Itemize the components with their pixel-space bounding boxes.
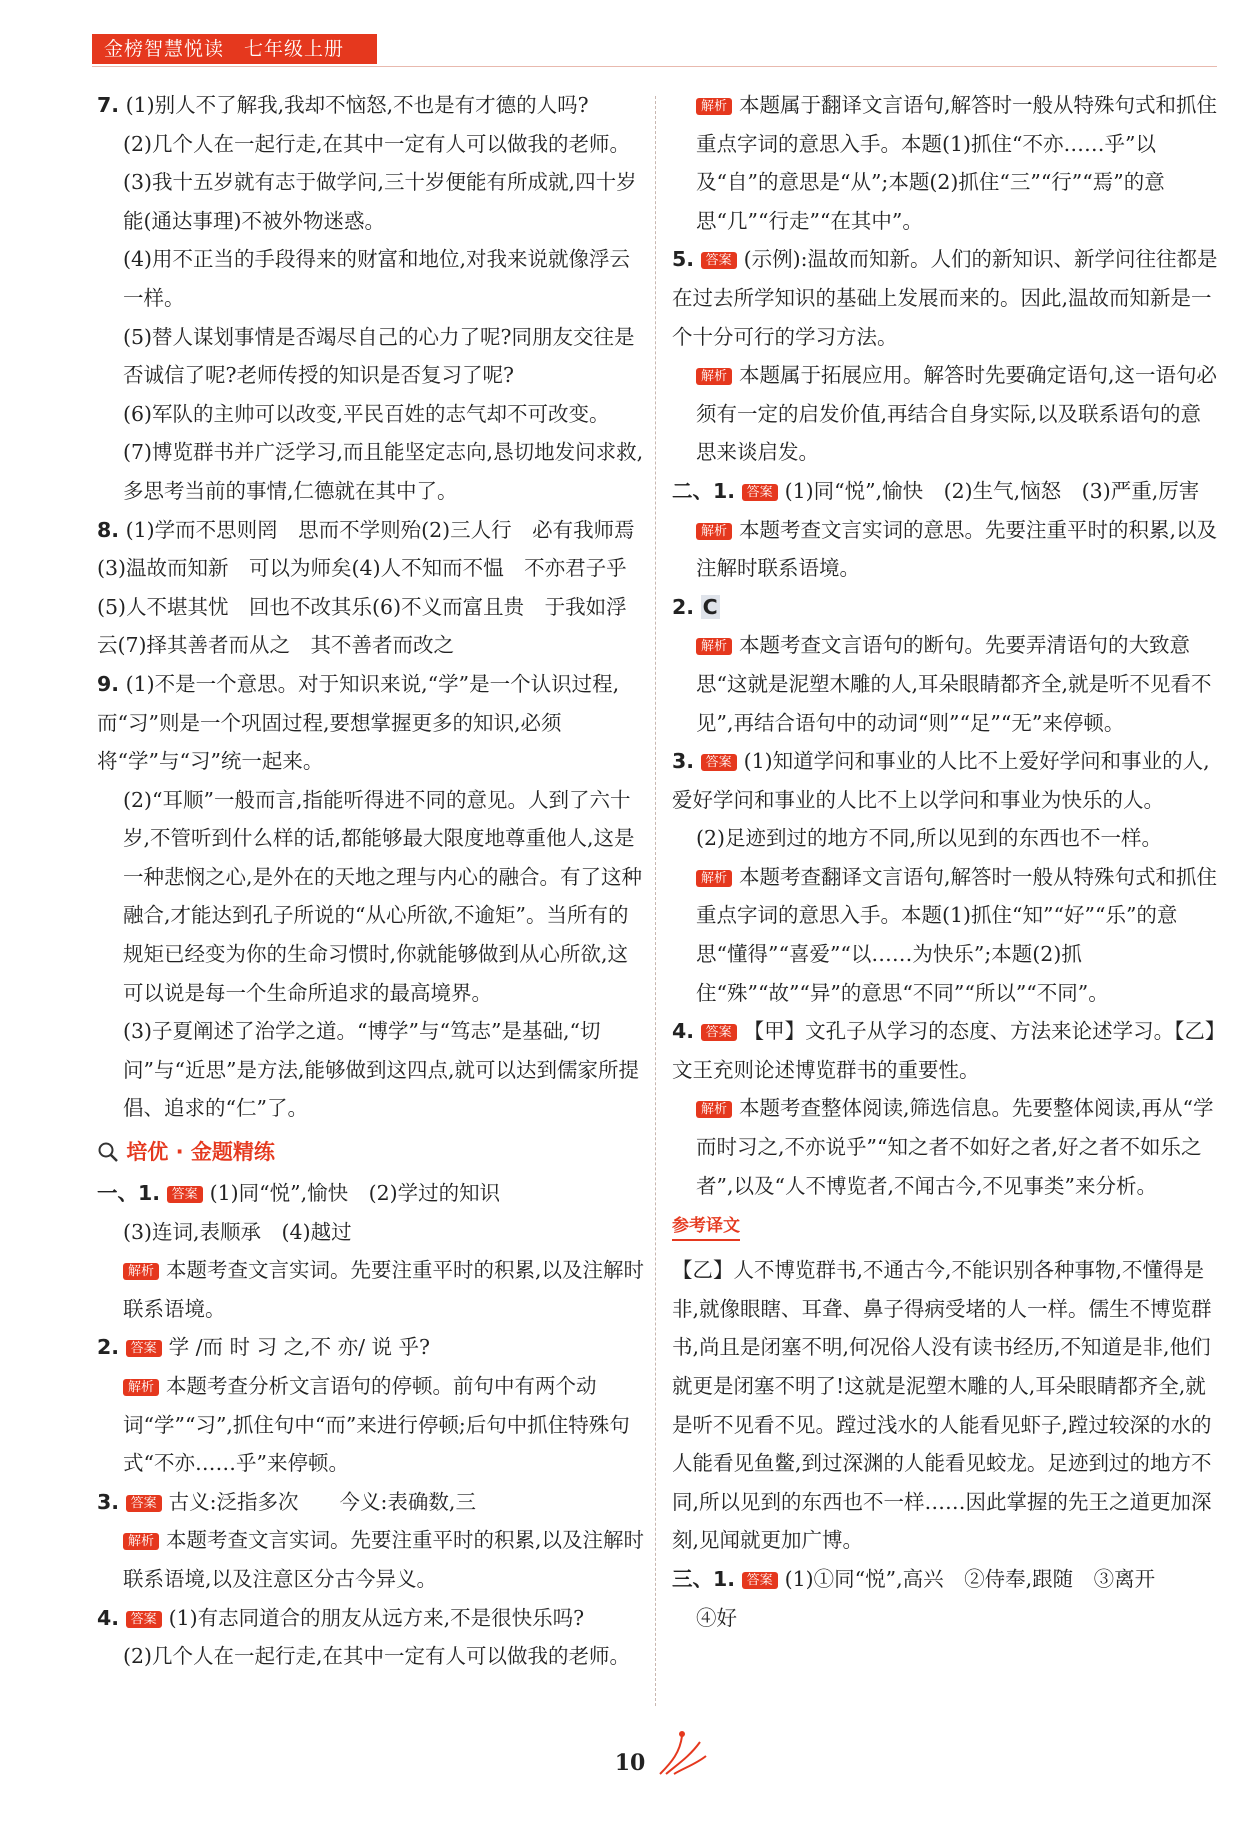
analysis-text: 本题考查文言实词。先要注重平时的积累,以及注解时联系语境,以及注意区分古今异义。 <box>123 1528 645 1591</box>
question-7 <box>97 86 645 511</box>
answer-text: 学 /而 时 习 之,不 亦/ 说 乎? <box>168 1335 431 1360</box>
q7-line-2: (2)几个人在一起行走,在其中一定有人可以做我的老师。 <box>123 131 631 156</box>
question-number: 二、1. <box>672 478 736 503</box>
answer-text: (1)同“悦”,愉快 (2)生气,恼怒 (3)严重,厉害 <box>784 478 1200 503</box>
answer-badge: 答案 <box>701 754 737 771</box>
answer-badge: 答案 <box>742 1572 778 1589</box>
answer-badge: 答案 <box>126 1611 162 1628</box>
question-number: 7. <box>97 93 120 117</box>
analysis-badge: 解析 <box>696 523 732 540</box>
q9-part-1: (1)不是一个意思。对于知识来说,“学”是一个认识过程,而“习”则是一个巩固过程,要想掌握更多的知识,必须将“学”与“习”统一起来。 <box>97 671 620 774</box>
question-number: 4. <box>97 1605 120 1630</box>
answer-text: ④好 <box>696 1605 737 1630</box>
question-number: 3. <box>97 1489 120 1514</box>
answer-badge: 答案 <box>701 252 737 269</box>
question-number: 一、1. <box>97 1181 161 1206</box>
answer-text: (2)几个人在一起行走,在其中一定有人可以做我的老师。 <box>123 1644 631 1669</box>
analysis-badge: 解析 <box>696 1101 732 1118</box>
q7-line-3: (3)我十五岁就有志于做学问,三十岁便能有所成就,四十岁能(通达事理)不被外物迷惑。 <box>123 170 637 233</box>
magnifier-icon <box>97 1141 119 1163</box>
analysis-badge: 解析 <box>696 368 732 385</box>
q8-text: (1)学而不思则罔 思而不学则殆(2)三人行 必有我师焉(3)温故而知新 可以为师矣(4)人不知而不愠 不亦君子乎(5)人不堪其忧 回也不改其乐(6)不义而富且贵 于我如浮云(7)择其善者而从之 其不善者而改之 <box>97 517 635 658</box>
q7-line-5: (5)替人谋划事情是否竭尽自己的心力了呢?同朋友交往是否诚信了呢?老师传授的知识是否复习了呢? <box>123 324 635 388</box>
analysis-badge: 解析 <box>123 1263 159 1280</box>
answer-text: (1)有志同道合的朋友从远方来,不是很快乐吗? <box>168 1605 585 1630</box>
question-number: 5. <box>672 247 695 272</box>
book-header: 金榜智慧悦读 七年级上册 <box>92 34 377 64</box>
q7-line-6: (6)军队的主帅可以改变,平民百姓的志气却不可改变。 <box>123 401 610 426</box>
q9-part-3: (3)子夏阐述了治学之道。“博学”与“笃志”是基础,“切问”与“近思”是方法,能够做到这四点,就可以达到儒家所提倡、追求的“仁”了。 <box>123 1019 639 1121</box>
answer-text: (1)同“悦”,愉快 (2)学过的知识 <box>209 1181 501 1206</box>
question-number: 8. <box>97 517 120 542</box>
choice-answer: C <box>702 594 718 619</box>
question-number: 9. <box>97 671 120 696</box>
question-number: 三、1. <box>672 1566 736 1591</box>
column-divider <box>655 96 656 1706</box>
analysis-text: 本题考查文言语句的断句。先要弄清语句的大致意思“这就是泥塑木雕的人,耳朵眼睛都齐全,就是听不见看不见”,再结合语句中的动词“则”“足”“无”来停顿。 <box>696 633 1212 735</box>
analysis-text: 本题考查整体阅读,筛选信息。先要整体阅读,再从“学而时习之,不亦说乎”“知之者不如好之者,好之者不如乐之者”,以及“人不博览者,不闻古今,不见事类”来分析。 <box>696 1096 1214 1198</box>
s1-question-2 <box>97 1328 645 1482</box>
q7-line-7: (7)博览群书并广泛学习,而且能坚定志向,恳切地发问求救,多思考当前的事情,仁德就在其中了。 <box>123 440 644 503</box>
header-rule <box>92 66 1217 67</box>
right-column <box>672 86 1220 1637</box>
decorative-flourish-icon <box>652 1722 712 1782</box>
q7-line-4: (4)用不正当的手段得来的财富和地位,对我来说就像浮云一样。 <box>123 247 631 310</box>
s1-question-4 <box>97 1599 645 1676</box>
analysis-text: 本题属于拓展应用。解答时先要确定语句,这一语句必须有一定的启发价值,再结合自身实际,以及联系语句的意思来谈启发。 <box>696 363 1218 465</box>
left-column <box>97 86 645 1676</box>
reference-translation-title: 参考译文 <box>672 1213 740 1241</box>
answer-text: 【甲】文孔子从学习的态度、方法来论述学习。【乙】文王充则论述博览群书的重要性。 <box>672 1019 1216 1082</box>
q7-line-1: (1)别人不了解我,我却不恼怒,不也是有才德的人吗? <box>125 93 589 117</box>
question-5 <box>672 240 1220 472</box>
section-title <box>97 1132 645 1172</box>
s1-question-3 <box>97 1483 645 1599</box>
question-number: 4. <box>672 1019 695 1044</box>
analysis-badge: 解析 <box>123 1379 159 1396</box>
s1-question-1 <box>97 1174 645 1328</box>
answer-badge: 答案 <box>167 1186 203 1203</box>
analysis-badge: 解析 <box>696 98 732 115</box>
question-9 <box>97 665 645 1128</box>
s3-question-1 <box>672 1560 1220 1637</box>
s2-question-1 <box>672 472 1220 588</box>
analysis-badge: 解析 <box>123 1533 159 1550</box>
s2-question-2 <box>672 588 1220 742</box>
answer-badge: 答案 <box>126 1340 162 1357</box>
section-title-text: 培优 · 金题精练 <box>126 1140 275 1165</box>
s2-question-3 <box>672 742 1220 1012</box>
s2-question-4 <box>672 1012 1220 1205</box>
answer-badge: 答案 <box>126 1495 162 1512</box>
question-8 <box>97 511 645 665</box>
page-number: 10 <box>614 1750 646 1776</box>
answer-badge: 答案 <box>742 484 778 501</box>
analysis-text: 本题属于翻译文言语句,解答时一般从特殊句式和抓住重点字词的意思入手。本题(1)抓住“不亦……乎”以及“自”的意思是“从”;本题(2)抓住“三”“行”“焉”的意思“几”“行走”“在其中”。 <box>696 93 1218 233</box>
analysis-badge: 解析 <box>696 870 732 887</box>
answer-text: (1)知道学问和事业的人比不上爱好学问和事业的人,爱好学问和事业的人比不上以学问和事业为快乐的人。 <box>672 749 1210 812</box>
answer-text: (示例):温故而知新。人们的新知识、新学问往往都是在过去所学知识的基础上发展而来的。因此,温故而知新是一个十分可行的学习方法。 <box>672 247 1218 349</box>
analysis-text: 本题考查文言实词。先要注重平时的积累,以及注解时联系语境。 <box>123 1258 645 1321</box>
answer-text: (2)足迹到过的地方不同,所以见到的东西也不一样。 <box>696 826 1163 851</box>
answer-text: (1)①同“悦”,高兴 ②侍奉,跟随 ③离开 <box>784 1566 1156 1591</box>
answer-text: (3)连词,表顺承 (4)越过 <box>123 1219 352 1244</box>
analysis-text: 本题考查分析文言语句的停顿。前句中有两个动词“学”“习”,抓住句中“而”来进行停顿;后句中抓住特殊句式“不亦……乎”来停顿。 <box>123 1374 630 1476</box>
answer-badge: 答案 <box>701 1024 737 1041</box>
analysis-text: 本题考查文言实词的意思。先要注重平时的积累,以及注解时联系语境。 <box>696 517 1218 581</box>
analysis-text: 本题考查翻译文言语句,解答时一般从特殊句式和抓住重点字词的意思入手。本题(1)抓住“知”“好”“乐”的意思“懂得”“喜爱”“以……为快乐”;本题(2)抓住“殊”“故”“异”的意思“不同”“所以”“不同”。 <box>696 864 1218 1005</box>
analysis-badge: 解析 <box>696 638 732 655</box>
reference-translation-text: 【乙】人不博览群书,不通古今,不能识别各种事物,不懂得是非,就像眼瞎、耳聋、鼻子得病受堵的人一样。儒生不博览群书,尚且是闭塞不明,何况俗人没有读书经历,不知道是非,他们就更是闭塞不明了!这就是泥塑木雕的人,耳朵眼睛都齐全,就是听不见看不见。蹚过浅水的人能看见虾子,蹚过较深的水的人能看见鱼鳖,到过深渊的人能看见蛟龙。足迹到过的地方不同,所以见到的东西也不一样……因此掌握的先王之道更加深刻,见闻就更加广博。 <box>672 1258 1212 1553</box>
question-number: 2. <box>672 594 695 619</box>
q9-part-2: (2)“耳顺”一般而言,指能听得进不同的意见。人到了六十岁,不管听到什么样的话,都能够最大限度地尊重他人,这是一种悲悯之心,是外在的天地之理与内心的融合。有了这种融合,才能达到孔子所说的“从心所欲,不逾矩”。当所有的规矩已经变为你的生命习惯时,你就能够做到从心所欲,这可以说是每一个生命所追求的最高境界。 <box>123 787 643 1005</box>
question-number: 2. <box>97 1335 120 1360</box>
answer-text: 古义:泛指多次 今义:表确数,三 <box>168 1489 476 1514</box>
question-number: 3. <box>672 749 695 774</box>
